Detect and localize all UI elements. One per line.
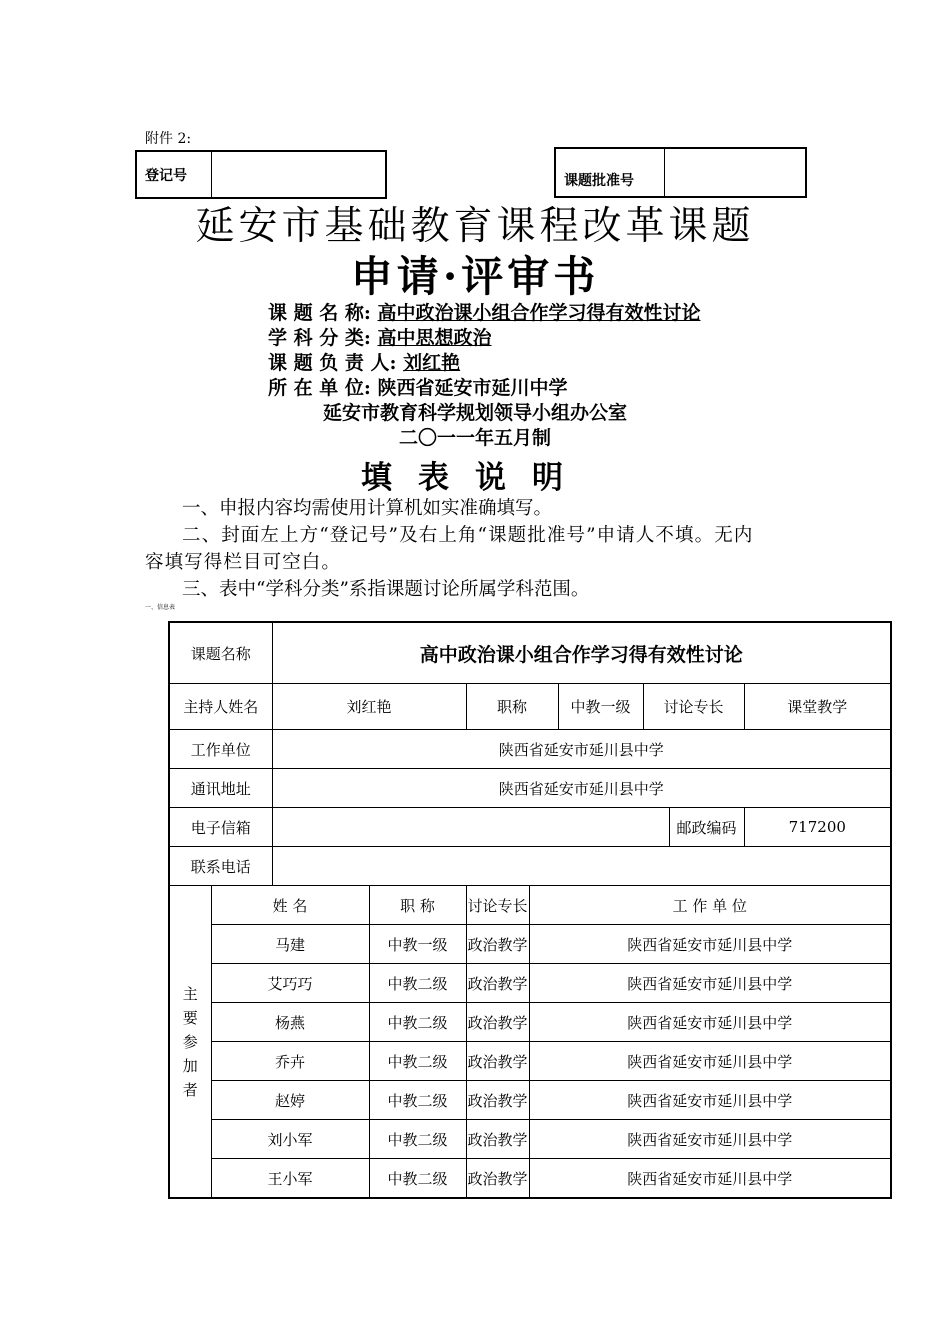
participant-unit: 陕西省延安市延川县中学 (529, 964, 891, 1003)
email-value (272, 808, 669, 847)
info-leader (268, 348, 460, 375)
info-value: 刘红艳 (403, 352, 461, 374)
host-specialty-value: 课堂教学 (744, 684, 891, 730)
participant-title: 中教二级 (369, 1159, 466, 1199)
topic-value: 高中政治课小组合作学习得有效性讨论 (272, 622, 891, 684)
participant-specialty: 政治教学 (466, 1159, 529, 1199)
participants-label-char: 要 (182, 1008, 198, 1027)
participant-row (169, 925, 891, 964)
participants-label-char: 者 (182, 1080, 198, 1099)
header-title: 职 称 (369, 886, 466, 925)
participant-row (169, 964, 891, 1003)
participant-title: 中教二级 (369, 1081, 466, 1120)
participant-unit: 陕西省延安市延川县中学 (529, 1042, 891, 1081)
info-value: 高中思想政治 (377, 327, 492, 349)
header-name: 姓 名 (211, 886, 369, 925)
participant-unit: 陕西省延安市延川县中学 (529, 1003, 891, 1042)
office-name: 延安市教育科学规划领导小组办公室 (322, 402, 627, 424)
participant-name: 杨燕 (211, 1003, 369, 1042)
host-title-value: 中教一级 (558, 684, 643, 730)
registration-number-field[interactable] (212, 152, 385, 197)
host-title-label: 职称 (466, 684, 558, 730)
info-label: 课 题 名 称: (268, 302, 371, 324)
info-label: 课 题 负 责 人: (268, 352, 397, 374)
participant-specialty: 政治教学 (466, 1042, 529, 1081)
participants-label (169, 886, 211, 1199)
approval-number-label: 课题批准号 (556, 149, 665, 196)
participant-name: 马建 (211, 925, 369, 964)
document-title: 延安市基础教育课程改革课题 (195, 204, 755, 249)
email-label: 电子信箱 (169, 808, 272, 847)
instruction-3: 三、表中“学科分类”系指课题讨论所属学科范围。 (182, 579, 590, 600)
participants-label-char: 主 (182, 984, 198, 1003)
participant-specialty: 政治教学 (466, 1081, 529, 1120)
participants-label-char: 参 (182, 1032, 198, 1051)
issue-date: 二〇一一年五月制 (398, 427, 551, 449)
info-value: 高中政治课小组合作学习得有效性讨论 (377, 302, 701, 324)
participant-title: 中教二级 (369, 964, 466, 1003)
phone-value (272, 847, 891, 886)
info-topic (268, 298, 701, 325)
participant-name: 艾巧巧 (211, 964, 369, 1003)
info-value: 陕西省延安市延川中学 (377, 377, 568, 399)
participant-row (169, 1120, 891, 1159)
document-subtitle: 申请·评审书 (350, 252, 600, 301)
info-label: 所 在 单 位: (268, 377, 371, 399)
header-unit: 工 作 单 位 (529, 886, 891, 925)
participant-unit: 陕西省延安市延川县中学 (529, 1159, 891, 1199)
registration-number-box (135, 150, 387, 199)
participant-name: 乔卉 (211, 1042, 369, 1081)
participant-title: 中教二级 (369, 1120, 466, 1159)
participant-specialty: 政治教学 (466, 1003, 529, 1042)
instructions-title: 填表说明 (361, 460, 589, 496)
info-label: 学 科 分 类: (268, 327, 371, 349)
participant-row (169, 1042, 891, 1081)
approval-number-field[interactable] (665, 149, 805, 196)
address-value: 陕西省延安市延川县中学 (272, 769, 891, 808)
participant-specialty: 政治教学 (466, 964, 529, 1003)
header-specialty: 讨论专长 (466, 886, 529, 925)
topic-label: 课题名称 (169, 622, 272, 684)
participant-row (169, 1159, 891, 1199)
instruction-2: 二、封面左上方“登记号”及右上角“课题批准号”申请人不填。无内容填写得栏目可空白。 (145, 525, 754, 573)
participant-title: 中教二级 (369, 1003, 466, 1042)
participant-row (169, 1081, 891, 1120)
participant-unit: 陕西省延安市延川县中学 (529, 1120, 891, 1159)
work-unit-value: 陕西省延安市延川县中学 (272, 730, 891, 769)
host-value: 刘红艳 (272, 684, 466, 730)
info-unit (268, 373, 568, 400)
phone-label: 联系电话 (169, 847, 272, 886)
participant-name: 赵婷 (211, 1081, 369, 1120)
participant-unit: 陕西省延安市延川县中学 (529, 925, 891, 964)
host-specialty-label: 讨论专长 (643, 684, 744, 730)
postal-value: 717200 (744, 808, 891, 847)
table-caption: 一、信息表 (145, 604, 176, 611)
participant-specialty: 政治教学 (466, 925, 529, 964)
participants-label-char: 加 (182, 1056, 198, 1075)
instruction-1: 一、申报内容均需使用计算机如实准确填写。 (182, 498, 553, 519)
participant-title: 中教一级 (369, 925, 466, 964)
attachment-label: 附件 2: (145, 131, 192, 147)
postal-label: 邮政编码 (669, 808, 744, 847)
info-subject (268, 323, 492, 350)
participant-name: 王小军 (211, 1159, 369, 1199)
work-unit-label: 工作单位 (169, 730, 272, 769)
participant-unit: 陕西省延安市延川县中学 (529, 1081, 891, 1120)
host-label: 主持人姓名 (169, 684, 272, 730)
info-table (168, 621, 892, 1199)
approval-number-box (554, 147, 807, 198)
participant-row (169, 1003, 891, 1042)
address-label: 通讯地址 (169, 769, 272, 808)
participant-specialty: 政治教学 (466, 1120, 529, 1159)
participant-title: 中教二级 (369, 1042, 466, 1081)
registration-number-label: 登记号 (137, 152, 212, 197)
participant-name: 刘小军 (211, 1120, 369, 1159)
